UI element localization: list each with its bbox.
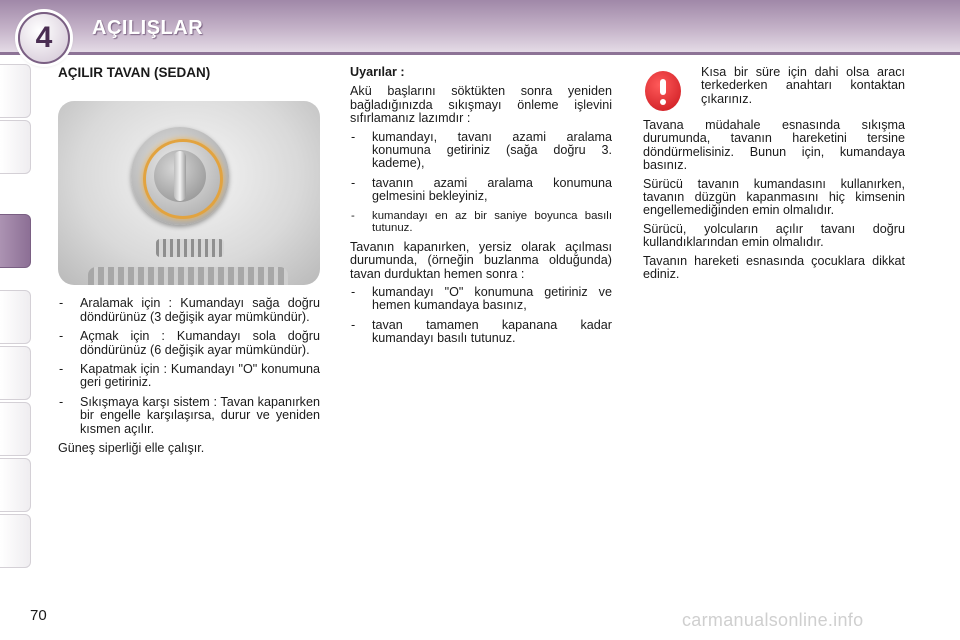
list-item: - Sıkışmaya karşı sistem : Tavan kapanırken bir engelle karşılaşırsa, durur ve yeniden kısmen açılır. xyxy=(58,396,320,436)
list-item: - kumandayı "O" konumuna getiriniz ve hemen kumandaya basınız, xyxy=(350,286,612,313)
sunroof-control-illustration xyxy=(58,101,320,285)
control-knob-grip xyxy=(174,151,186,201)
unexpected-opening-steps-list xyxy=(350,286,612,346)
list-item: - tavan tamamen kapanana kadar kumandayı basılı tutunuz. xyxy=(350,319,612,346)
chapter-tab-active[interactable] xyxy=(0,214,31,268)
safety-paragraph: Tavana müdahale esnasında sıkışma durumunda, tavanın hareketini tersine döndürmelisiniz. Bunun için, kumandaya basınız. xyxy=(643,118,905,173)
watermark: carmanualsonline.info xyxy=(682,610,864,630)
unexpected-opening-paragraph: Tavanın kapanırken, yersiz olarak açılması durumunda, (örneğin buzlanma olduğunda) tavan durduktan hemen sonra : xyxy=(350,239,612,281)
operation-list xyxy=(58,297,320,436)
warning-text: Kısa bir süre için dahi olsa aracı terkederken anahtarı kontaktan çıkarınız. xyxy=(701,65,905,106)
chapter-tab[interactable] xyxy=(0,120,31,174)
chapter-tab[interactable] xyxy=(0,290,31,344)
column-sunroof-operation xyxy=(58,66,320,460)
section-heading: AÇILIR TAVAN (SEDAN) xyxy=(58,65,211,80)
reset-steps-list xyxy=(350,131,612,235)
ceiling-vent xyxy=(156,239,224,257)
chapter-tab[interactable] xyxy=(0,458,31,512)
ceiling-lamp xyxy=(88,267,288,285)
chapter-tab[interactable] xyxy=(0,514,31,568)
warning-exclamation-icon xyxy=(645,71,681,111)
chapter-tab[interactable] xyxy=(0,64,31,118)
chapter-tabs xyxy=(0,64,34,576)
column-warnings xyxy=(350,66,612,352)
reset-intro: Akü başlarını söktükten sonra yeniden bağladığınızda sıkışmayı önleme işlevini sıfırlamanız lazımdır : xyxy=(350,84,612,126)
list-item: - kumandayı en az bir saniye boyunca basılı tutunuz. xyxy=(350,210,612,235)
page-number: 70 xyxy=(30,607,47,624)
list-item: - Aralamak için : Kumandayı sağa doğru döndürünüz (3 değişik ayar mümkündür). xyxy=(58,297,320,324)
header-divider xyxy=(0,52,960,55)
sun-visor-note: Güneş siperliği elle çalışır. xyxy=(58,441,205,456)
list-item: - Açmak için : Kumandayı sola doğru döndürünüz (6 değişik ayar mümkündür). xyxy=(58,330,320,357)
safety-warning xyxy=(643,66,905,111)
safety-paragraph: Sürücü tavanın kumandasını kullanırken, tavanın düzgün kapanmasını hiç kimsenin engellemediğinden emin olmalıdır. xyxy=(643,176,905,218)
list-item: - kumandayı, tavanı azami aralama konumuna getiriniz (sağa doğru 3. kademe), xyxy=(350,131,612,171)
chapter-tab[interactable] xyxy=(0,346,31,400)
chapter-title: AÇILIŞLAR xyxy=(92,17,204,39)
warnings-subheading: Uyarılar : xyxy=(350,65,405,79)
safety-paragraph: Tavanın hareketi esnasında çocuklara dikkat ediniz. xyxy=(643,253,905,282)
chapter-number-badge: 4 xyxy=(18,12,70,64)
chapter-tab[interactable] xyxy=(0,402,31,456)
safety-paragraph: Sürücü, yolcuların açılır tavanı doğru kullandıklarından emin olmalıdır. xyxy=(643,221,905,250)
list-item: - Kapatmak için : Kumandayı "O" konumuna geri getiriniz. xyxy=(58,363,320,390)
list-item: - tavanın azami aralama konumuna gelmesini bekleyiniz, xyxy=(350,177,612,204)
column-safety xyxy=(643,66,905,286)
